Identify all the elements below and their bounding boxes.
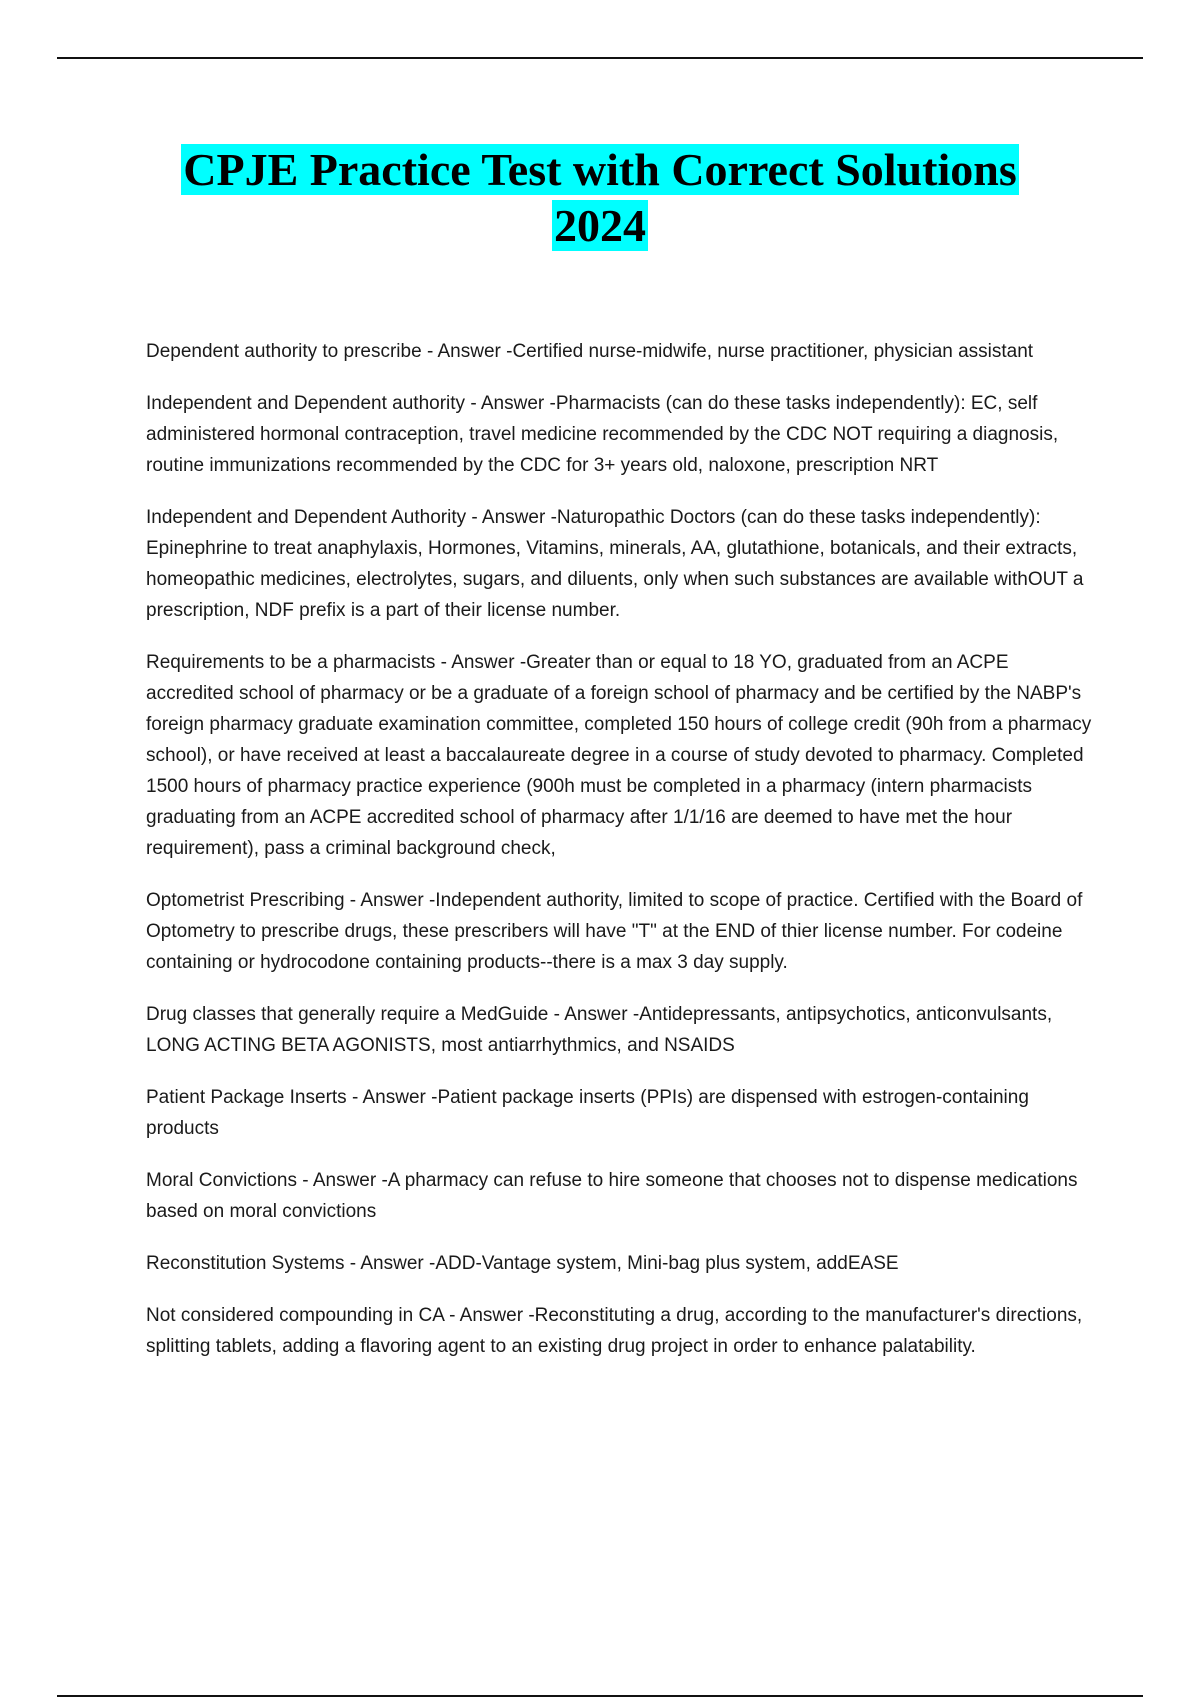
title-line-2 — [0, 198, 1200, 254]
title-highlight-2: 2024 — [554, 200, 646, 251]
title-line-1 — [0, 142, 1200, 198]
qa-entry: Independent and Dependent Authority - Answer -Naturopathic Doctors (can do these tasks independently): Epinephrine to treat anaphylaxis, Hormones, Vitamins, minerals, AA, glutathione, botanicals, and their extracts, homeopathic medicines, electrolytes, sugars, and diluents, only when such substances are available withOUT a prescription, NDF prefix is a part of their license number. — [146, 507, 1084, 621]
qa-list — [146, 336, 1096, 1383]
page-title — [0, 142, 1200, 254]
qa-entry: Requirements to be a pharmacists - Answer -Greater than or equal to 18 YO, graduated from an ACPE accredited school of pharmacy or be a graduate of a foreign school of pharmacy and be certified by the NABP's foreign pharmacy graduate examination committee, completed 150 hours of college credit (90h from a pharmacy school), or have received at least a baccalaureate degree in a course of study devoted to pharmacy. Completed 1500 hours of pharmacy practice experience (900h must be completed in a pharmacy (intern pharmacists graduating from an ACPE accredited school of pharmacy after 1/1/16 are deemed to have met the hour requirement), pass a criminal background check, — [146, 652, 1092, 859]
qa-entry: Independent and Dependent authority - Answer -Pharmacists (can do these tasks independently): EC, self administered hormonal contraception, travel medicine recommended by the CDC NOT requiring a diagnosis, routine immunizations recommended by the CDC for 3+ years old, naloxone, prescription NRT — [146, 393, 1059, 476]
bottom-divider — [57, 1695, 1143, 1697]
qa-entry: Reconstitution Systems - Answer -ADD-Vantage system, Mini-bag plus system, addEASE — [146, 1253, 899, 1274]
qa-entry: Moral Convictions - Answer -A pharmacy can refuse to hire someone that chooses not to dispense medications based on moral convictions — [146, 1170, 1078, 1222]
top-divider — [57, 57, 1143, 59]
qa-entry: Dependent authority to prescribe - Answer -Certified nurse-midwife, nurse practitioner, physician assistant — [146, 341, 1034, 362]
qa-entry: Not considered compounding in CA - Answer -Reconstituting a drug, according to the manufacturer's directions, splitting tablets, adding a flavoring agent to an existing drug project in order to enhance palatability. — [146, 1305, 1083, 1357]
qa-entry: Optometrist Prescribing - Answer -Independent authority, limited to scope of practice. Certified with the Board of Optometry to prescribe drugs, these prescribers will have "T" at the END of thier license number. For codeine containing or hydrocodone containing products--there is a max 3 day supply. — [146, 890, 1083, 973]
qa-entry: Patient Package Inserts - Answer -Patient package inserts (PPIs) are dispensed with estrogen-containing products — [146, 1087, 1029, 1139]
title-highlight-1: CPJE Practice Test with Correct Solutions — [183, 144, 1017, 195]
qa-entry: Drug classes that generally require a MedGuide - Answer -Antidepressants, antipsychotics, anticonvulsants, LONG ACTING BETA AGONISTS, most antiarrhythmics, and NSAIDS — [146, 1004, 1053, 1056]
